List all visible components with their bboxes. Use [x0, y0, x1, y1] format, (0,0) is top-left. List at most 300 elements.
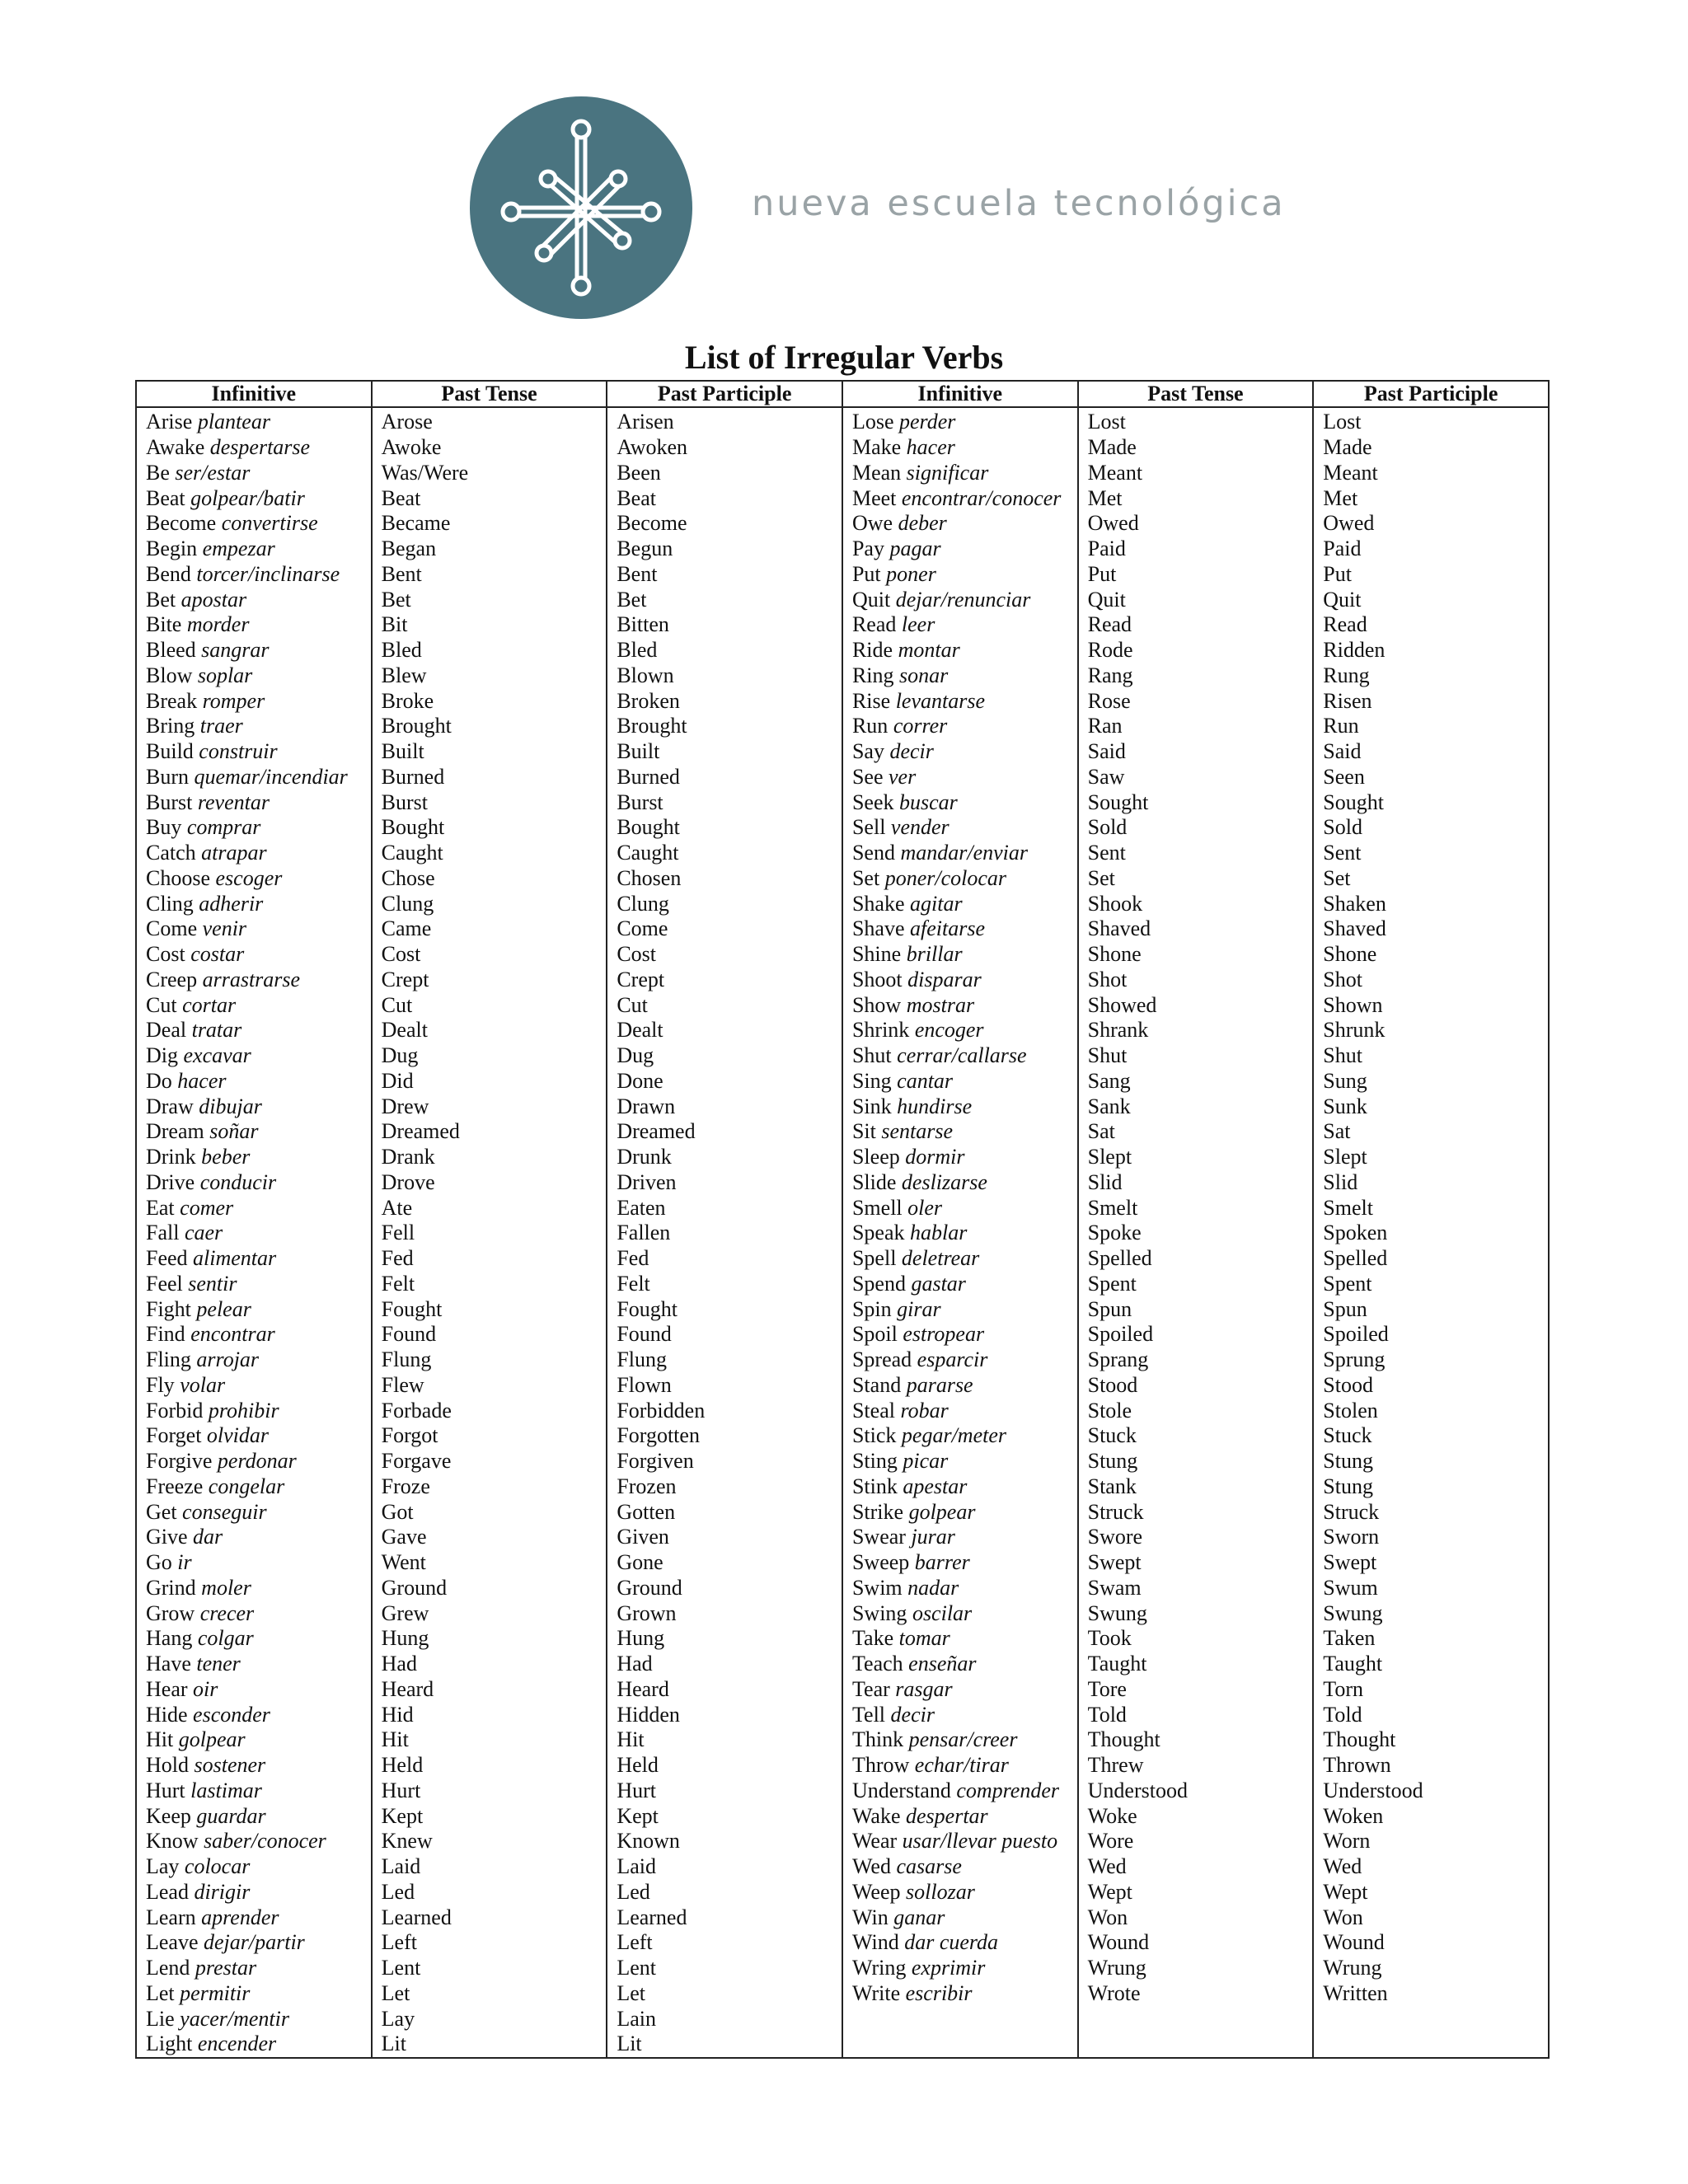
past-participle-cell: Slid	[1313, 1170, 1549, 1196]
spanish-translation: dirigir	[194, 1879, 251, 1904]
past-participle-cell: Wept	[1313, 1880, 1549, 1905]
past-tense-cell: Got	[372, 1499, 607, 1525]
past-participle-cell: Built	[607, 739, 842, 765]
spanish-translation: oscilar	[912, 1601, 973, 1625]
infinitive-cell	[136, 891, 372, 916]
past-participle-cell: Taken	[1313, 1626, 1549, 1652]
past-tense-cell: Bit	[372, 612, 607, 638]
past-participle-cell: Known	[607, 1829, 842, 1854]
table-row	[136, 1272, 1549, 1297]
infinitive-cell	[136, 688, 372, 714]
table-row	[136, 1981, 1549, 2007]
english-verb: Drink	[146, 1145, 202, 1169]
infinitive-cell	[842, 1145, 1078, 1170]
spanish-translation: significar	[906, 460, 989, 485]
past-tense-cell: Gave	[372, 1525, 607, 1550]
past-tense-cell: Came	[372, 916, 607, 942]
spanish-translation: moler	[201, 1575, 251, 1600]
table-row	[136, 1170, 1549, 1196]
spanish-translation: dar cuerda	[904, 1930, 999, 1955]
spanish-translation: deslizarse	[901, 1169, 987, 1194]
past-tense-cell: Sent	[1078, 841, 1314, 866]
past-participle-cell: Meant	[1313, 461, 1549, 486]
infinitive-cell	[842, 942, 1078, 968]
spanish-translation: afeitarse	[910, 916, 986, 941]
past-tense-cell: Read	[1078, 612, 1314, 638]
past-participle-cell: Put	[1313, 562, 1549, 588]
past-participle-cell: Bent	[607, 562, 842, 588]
english-verb: Come	[146, 916, 203, 941]
spanish-translation: golpear	[908, 1499, 976, 1524]
infinitive-cell	[842, 1626, 1078, 1652]
spanish-translation: lastimar	[190, 1778, 262, 1802]
past-participle-cell: Told	[1313, 1702, 1549, 1727]
spanish-translation: ir	[177, 1550, 192, 1575]
past-participle-cell: Flung	[607, 1347, 842, 1373]
table-row	[136, 841, 1549, 866]
infinitive-cell	[842, 1981, 1078, 2007]
infinitive-cell	[842, 1601, 1078, 1626]
english-verb: Wake	[851, 1803, 907, 1828]
table-row	[136, 537, 1549, 562]
english-verb: Spend	[851, 1271, 912, 1296]
past-tense-cell: Ground	[372, 1576, 607, 1601]
past-participle-cell: Owed	[1313, 511, 1549, 537]
infinitive-cell	[136, 1576, 372, 1601]
past-tense-cell: Hid	[372, 1702, 607, 1727]
spanish-translation: empezar	[202, 537, 275, 561]
spanish-translation: dar	[193, 1525, 223, 1549]
past-tense-cell: Put	[1078, 562, 1314, 588]
past-participle-cell: Had	[607, 1652, 842, 1677]
english-verb: Wring	[851, 1956, 912, 1980]
past-participle-cell: Made	[1313, 435, 1549, 461]
english-verb: Catch	[146, 841, 202, 865]
past-tense-cell: Flung	[372, 1347, 607, 1373]
table-row	[136, 1626, 1549, 1652]
past-tense-cell: Burned	[372, 765, 607, 790]
table-row	[136, 1069, 1549, 1094]
past-participle-cell: Sat	[1313, 1119, 1549, 1145]
past-participle-cell: Begun	[607, 537, 842, 562]
spanish-translation: encender	[197, 2032, 277, 2056]
past-participle-cell: Led	[607, 1880, 842, 1905]
infinitive-cell	[842, 2032, 1078, 2058]
table-row	[136, 1905, 1549, 1930]
table-row	[136, 1221, 1549, 1246]
past-participle-cell: Burned	[607, 765, 842, 790]
infinitive-cell	[136, 1854, 372, 1880]
spanish-translation: pagar	[889, 537, 941, 561]
spanish-translation: escoger	[215, 865, 283, 890]
english-verb: Awake	[146, 435, 210, 460]
spanish-translation: gastar	[911, 1271, 966, 1296]
english-verb: Run	[851, 714, 893, 738]
table-row	[136, 1550, 1549, 1576]
infinitive-cell	[136, 1803, 372, 1829]
spanish-translation: reventar	[197, 790, 270, 814]
infinitive-cell	[136, 1170, 372, 1196]
past-participle-cell: Become	[607, 511, 842, 537]
english-verb: Wind	[851, 1930, 905, 1955]
table-row	[136, 1601, 1549, 1626]
spanish-translation: exprimir	[911, 1956, 986, 1980]
spanish-translation: sollozar	[906, 1879, 975, 1904]
table-row	[136, 891, 1549, 916]
english-verb: Fly	[146, 1372, 181, 1397]
spanish-translation: soñar	[209, 1119, 259, 1144]
infinitive-cell	[136, 1195, 372, 1221]
past-tense-cell: Forgot	[372, 1423, 607, 1449]
spanish-translation: despertar	[906, 1803, 988, 1828]
english-verb: Speak	[851, 1221, 911, 1245]
past-tense-cell: Sold	[1078, 815, 1314, 841]
english-verb: Cut	[146, 992, 183, 1017]
past-tense-cell: Beat	[372, 485, 607, 511]
past-tense-cell: Began	[372, 537, 607, 562]
infinitive-cell	[842, 1246, 1078, 1272]
english-verb: Understand	[851, 1778, 957, 1802]
table-row	[136, 1246, 1549, 1272]
spanish-translation: prohibir	[208, 1398, 279, 1422]
infinitive-cell	[136, 1930, 372, 1956]
infinitive-cell	[136, 1145, 372, 1170]
infinitive-cell	[136, 1525, 372, 1550]
infinitive-cell	[136, 841, 372, 866]
infinitive-cell	[842, 739, 1078, 765]
spanish-translation: perder	[899, 410, 956, 434]
infinitive-cell	[136, 1423, 372, 1449]
infinitive-cell	[842, 1170, 1078, 1196]
spanish-translation: guardar	[196, 1803, 266, 1828]
past-participle-cell: Won	[1313, 1905, 1549, 1930]
past-participle-cell: Wound	[1313, 1930, 1549, 1956]
table-row	[136, 407, 1549, 435]
infinitive-cell	[136, 1449, 372, 1474]
past-participle-cell: Grown	[607, 1601, 842, 1626]
spanish-translation: deletrear	[901, 1246, 980, 1271]
infinitive-cell	[842, 1499, 1078, 1525]
english-verb: Tell	[851, 1702, 891, 1727]
past-tense-cell: Set	[1078, 866, 1314, 892]
past-participle-cell: Stolen	[1313, 1398, 1549, 1423]
spanish-translation: tener	[196, 1652, 241, 1676]
infinitive-cell	[842, 1930, 1078, 1956]
table-row	[136, 815, 1549, 841]
english-verb: Fall	[146, 1221, 185, 1245]
past-participle-cell: Shrunk	[1313, 1018, 1549, 1043]
past-participle-cell: Read	[1313, 612, 1549, 638]
english-verb: Buy	[146, 815, 187, 840]
past-tense-cell: Drove	[372, 1170, 607, 1196]
english-verb: Stink	[851, 1474, 903, 1498]
spanish-translation: congelar	[208, 1474, 285, 1498]
spanish-translation: estropear	[903, 1322, 985, 1347]
infinitive-cell	[842, 1550, 1078, 1576]
spanish-translation: enseñar	[908, 1652, 977, 1676]
table-row	[136, 714, 1549, 739]
infinitive-cell	[136, 1373, 372, 1399]
past-participle-cell: Hit	[607, 1727, 842, 1753]
infinitive-cell	[136, 407, 372, 435]
english-verb: Shrink	[851, 1018, 915, 1043]
past-tense-cell: Forbade	[372, 1398, 607, 1423]
infinitive-cell	[842, 790, 1078, 815]
infinitive-cell	[842, 1043, 1078, 1069]
past-participle-cell: Left	[607, 1930, 842, 1956]
past-participle-cell: Shaved	[1313, 916, 1549, 942]
english-verb: Say	[851, 739, 890, 764]
english-verb: Freeze	[146, 1474, 209, 1498]
spanish-translation: colgar	[197, 1626, 254, 1651]
spanish-translation: agitar	[910, 891, 963, 916]
spanish-translation: perdonar	[217, 1449, 297, 1474]
spanish-translation: olvidar	[206, 1423, 270, 1448]
english-verb: Do	[146, 1068, 178, 1093]
spanish-translation: caer	[184, 1221, 223, 1245]
past-participle-cell: Wrung	[1313, 1956, 1549, 1981]
english-verb: Dig	[146, 1043, 184, 1068]
past-tense-cell: Hurt	[372, 1779, 607, 1804]
past-tense-cell: Swung	[1078, 1601, 1314, 1626]
infinitive-cell	[842, 511, 1078, 537]
past-participle-cell: Risen	[1313, 688, 1549, 714]
table-row	[136, 790, 1549, 815]
past-participle-cell: Frozen	[607, 1474, 842, 1500]
past-tense-cell: Struck	[1078, 1499, 1314, 1525]
infinitive-cell	[842, 1449, 1078, 1474]
past-participle-cell: Flown	[607, 1373, 842, 1399]
past-tense-cell: Swam	[1078, 1576, 1314, 1601]
english-verb: Mean	[851, 460, 907, 485]
spanish-translation: encontrar	[190, 1322, 275, 1347]
past-tense-cell: Lay	[372, 2006, 607, 2032]
english-verb: Forbid	[146, 1398, 209, 1422]
spanish-translation: beber	[201, 1145, 251, 1169]
english-verb: Light	[146, 2032, 198, 2056]
past-participle-cell: Struck	[1313, 1499, 1549, 1525]
infinitive-cell	[136, 1702, 372, 1727]
table-row	[136, 435, 1549, 461]
past-tense-cell: Shut	[1078, 1043, 1314, 1069]
spanish-translation: torcer/inclinarse	[196, 561, 340, 586]
english-verb: Hurt	[146, 1778, 191, 1802]
spanish-translation: hundirse	[897, 1094, 973, 1118]
past-participle-cell: Let	[607, 1981, 842, 2007]
table-row	[136, 461, 1549, 486]
english-verb: Let	[146, 1980, 181, 2005]
spanish-translation: vender	[890, 815, 950, 840]
table-row	[136, 1576, 1549, 1601]
infinitive-cell	[842, 1576, 1078, 1601]
infinitive-cell	[136, 1905, 372, 1930]
past-participle-cell: Found	[607, 1322, 842, 1347]
english-verb: Bend	[146, 561, 197, 586]
spanish-translation: sentir	[188, 1271, 237, 1296]
table-row	[136, 1423, 1549, 1449]
past-tense-cell: Let	[372, 1981, 607, 2007]
past-tense-cell: Ate	[372, 1195, 607, 1221]
english-verb: Stand	[851, 1372, 907, 1397]
table-row	[136, 1094, 1549, 1119]
table-body	[136, 407, 1549, 2058]
past-participle-cell: Smelt	[1313, 1195, 1549, 1221]
past-participle-cell: Heard	[607, 1677, 842, 1703]
past-tense-cell: Knew	[372, 1829, 607, 1854]
spanish-translation: colocar	[184, 1854, 251, 1879]
past-tense-cell: Lost	[1078, 407, 1314, 435]
spanish-translation: pelear	[196, 1296, 251, 1321]
past-participle-cell: Lain	[607, 2006, 842, 2032]
table-row	[136, 916, 1549, 942]
past-tense-cell: Cost	[372, 942, 607, 968]
english-verb: Become	[146, 511, 222, 536]
past-tense-cell: Took	[1078, 1626, 1314, 1652]
past-participle-cell: Brought	[607, 714, 842, 739]
english-verb: Feel	[146, 1271, 189, 1296]
spanish-translation: jurar	[911, 1525, 955, 1549]
past-participle-cell: Rung	[1313, 663, 1549, 689]
infinitive-cell	[842, 461, 1078, 486]
past-participle-cell: Blown	[607, 663, 842, 689]
infinitive-cell	[136, 992, 372, 1018]
past-tense-cell: Sank	[1078, 1094, 1314, 1119]
english-verb: Write	[851, 1980, 906, 2005]
infinitive-cell	[136, 942, 372, 968]
past-tense-cell: Left	[372, 1930, 607, 1956]
infinitive-cell	[842, 1652, 1078, 1677]
infinitive-cell	[842, 537, 1078, 562]
past-participle-cell: Shown	[1313, 992, 1549, 1018]
past-tense-cell: Shook	[1078, 891, 1314, 916]
infinitive-cell	[842, 1905, 1078, 1930]
table-row	[136, 1677, 1549, 1703]
infinitive-cell	[136, 612, 372, 638]
infinitive-cell	[136, 1652, 372, 1677]
english-verb: Sit	[851, 1119, 882, 1144]
spanish-translation: dejar/renunciar	[895, 587, 1031, 612]
english-verb: Swim	[851, 1575, 908, 1600]
table-row	[136, 638, 1549, 663]
spanish-translation: excavar	[183, 1043, 251, 1068]
spanish-translation: venir	[202, 916, 247, 941]
spanish-translation: despertarse	[209, 435, 311, 460]
past-tense-cell: Woke	[1078, 1803, 1314, 1829]
past-tense-cell: Became	[372, 511, 607, 537]
spanish-translation: apostar	[181, 587, 247, 612]
infinitive-cell	[842, 1322, 1078, 1347]
spanish-translation: permitir	[180, 1980, 251, 2005]
past-tense-cell: Spun	[1078, 1296, 1314, 1322]
past-participle-cell: Come	[607, 916, 842, 942]
infinitive-cell	[136, 1981, 372, 2007]
past-participle-cell: Given	[607, 1525, 842, 1550]
english-verb: Sleep	[851, 1145, 906, 1169]
spanish-translation: tomar	[898, 1626, 950, 1651]
spanish-translation: traer	[199, 714, 243, 738]
english-verb: Sell	[851, 815, 891, 840]
infinitive-cell	[136, 1499, 372, 1525]
column-header: Past Tense	[1078, 381, 1314, 407]
spanish-translation: poner	[886, 561, 936, 586]
past-tense-cell: Burst	[372, 790, 607, 815]
past-participle-cell: Bitten	[607, 612, 842, 638]
past-participle-cell	[1313, 2006, 1549, 2032]
past-tense-cell: Made	[1078, 435, 1314, 461]
infinitive-cell	[136, 815, 372, 841]
infinitive-cell	[842, 1119, 1078, 1145]
english-verb: Begin	[146, 537, 203, 561]
past-participle-cell: Set	[1313, 866, 1549, 892]
infinitive-cell	[842, 1677, 1078, 1703]
past-participle-cell: Fed	[607, 1246, 842, 1272]
past-tense-cell: Spelled	[1078, 1246, 1314, 1272]
english-verb: Deal	[146, 1018, 192, 1043]
past-tense-cell: Meant	[1078, 461, 1314, 486]
past-tense-cell: Held	[372, 1753, 607, 1779]
infinitive-cell	[842, 1474, 1078, 1500]
past-tense-cell: Won	[1078, 1905, 1314, 1930]
past-participle-cell: Hidden	[607, 1702, 842, 1727]
english-verb: Swear	[851, 1525, 912, 1549]
past-tense-cell: Swore	[1078, 1525, 1314, 1550]
english-verb: Show	[851, 992, 907, 1017]
spanish-translation: atrapar	[201, 841, 267, 865]
past-participle-cell: Dreamed	[607, 1119, 842, 1145]
past-participle-cell: Chosen	[607, 866, 842, 892]
past-tense-cell: Bent	[372, 562, 607, 588]
infinitive-cell	[136, 1398, 372, 1423]
past-tense-cell: Wound	[1078, 1930, 1314, 1956]
infinitive-cell	[842, 612, 1078, 638]
past-tense-cell: Laid	[372, 1854, 607, 1880]
infinitive-cell	[136, 1246, 372, 1272]
past-tense-cell: Drank	[372, 1145, 607, 1170]
past-participle-cell: Drawn	[607, 1094, 842, 1119]
past-participle-cell: Shone	[1313, 942, 1549, 968]
infinitive-cell	[842, 1702, 1078, 1727]
infinitive-cell	[136, 1829, 372, 1854]
past-participle-cell: Bet	[607, 587, 842, 612]
table-row	[136, 1119, 1549, 1145]
english-verb: Cling	[146, 891, 199, 916]
infinitive-cell	[136, 1221, 372, 1246]
spanish-translation: sangrar	[201, 638, 270, 663]
past-tense-cell: Dreamed	[372, 1119, 607, 1145]
table-row	[136, 1753, 1549, 1779]
past-tense-cell: Shrank	[1078, 1018, 1314, 1043]
past-tense-cell: Wept	[1078, 1880, 1314, 1905]
spanish-translation: decir	[889, 739, 934, 764]
english-verb: Hit	[146, 1727, 179, 1752]
past-participle-cell: Driven	[607, 1170, 842, 1196]
table-row	[136, 1956, 1549, 1981]
infinitive-cell	[842, 1727, 1078, 1753]
infinitive-cell	[136, 1347, 372, 1373]
past-tense-cell: Thought	[1078, 1727, 1314, 1753]
past-tense-cell: Caught	[372, 841, 607, 866]
past-tense-cell: Stank	[1078, 1474, 1314, 1500]
past-tense-cell: Kept	[372, 1803, 607, 1829]
table-row	[136, 2006, 1549, 2032]
infinitive-cell	[136, 1069, 372, 1094]
past-tense-cell: Cut	[372, 992, 607, 1018]
infinitive-cell	[136, 866, 372, 892]
school-logo	[470, 96, 692, 319]
english-verb: Take	[851, 1626, 899, 1651]
infinitive-cell	[842, 891, 1078, 916]
infinitive-cell	[842, 407, 1078, 435]
